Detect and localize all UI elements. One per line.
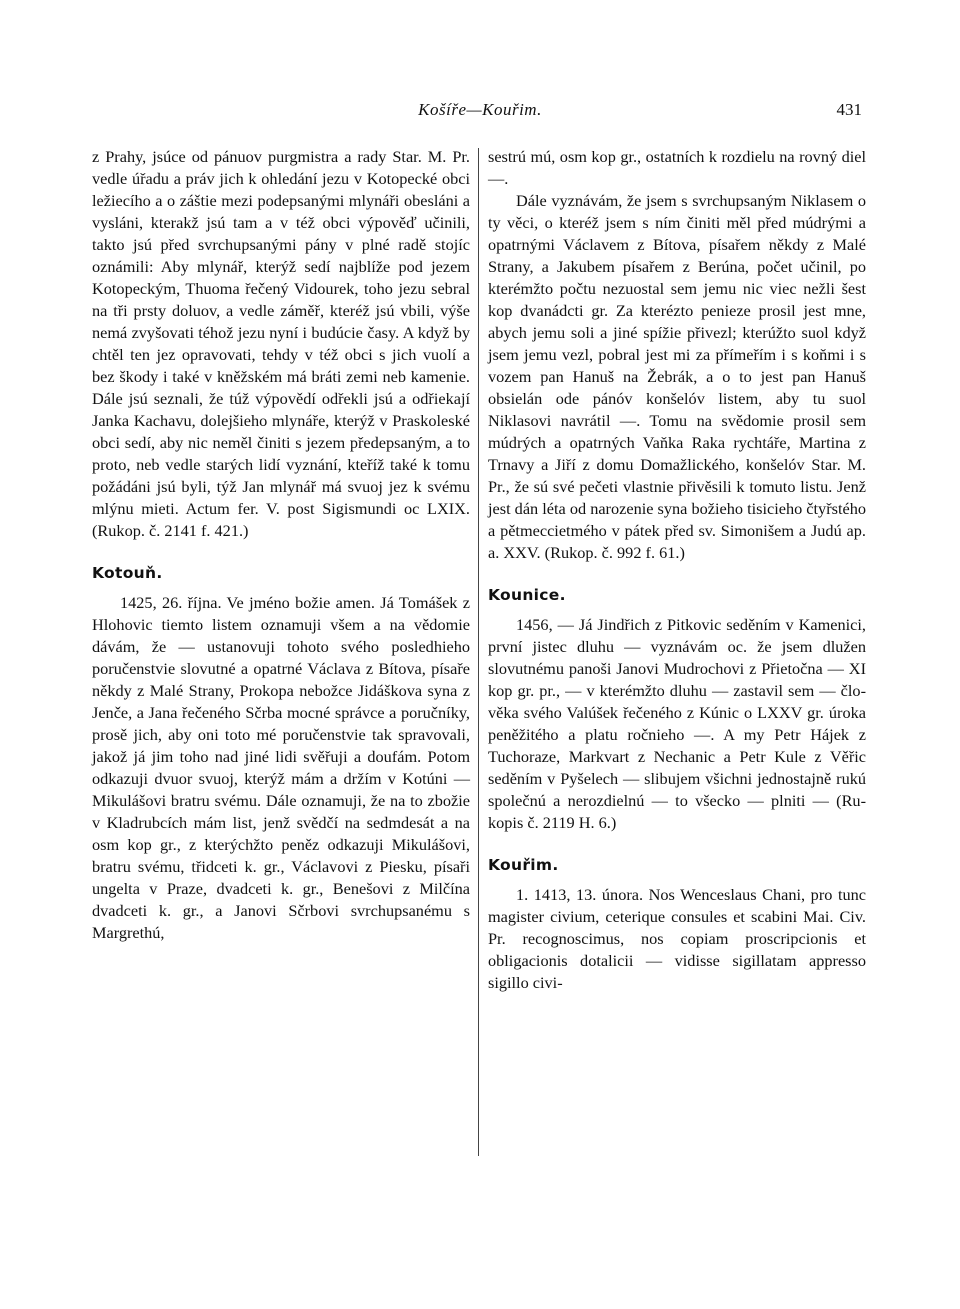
paragraph-kourim-1413: 1. 1413, 13. února. Nos Wenceslaus Chani, pro tunc magister civium, ceterique consules et scabini Mai. Civ. Pr. recognoscimus, nos copiam proscripcionis et obligacionis dotalicii — vidisse sigillatam appresso sigillo civi- [488,885,866,992]
page-number: 431 [836,100,862,119]
section-heading-kourim: Kouřim. [488,856,559,874]
paragraph-kotoun-1425: 1425, 26. října. Ve jméno božie amen. Já Tomášek z Hlohovic tiemto listem oznamuji všem a na vědomie dávám, že — ustanovuji tohoto svého posledhieho poručenstvie slovutné a opatrné Václava z Bítova, písaře někdy z Malé Strany, Prokopa nebožce Jidáškova syna z Jenče, a Jana řečeného Sčrba mocné správce a poručníky, prosě jich, aby oni toto mé poručenstvie tak spravovali, jakož já jim toho nad jiné lidi svěřuji a doufám. Potom odkazuji dvuor svuoj, kterýž mám a držím v Kotúni — Mikulášovi bratru svému. Dále oznamuji, že na to zbožie v Kladrubcích mám list, jenž svědčí na sedmdesát a na osm kop gr., z kterýchžto peněz odkazuji Mikulášovi, bratru svému, třidceti k. gr., Václavovi z Piesku, písaři ungelta v Praze, dvadceti k. gr., Benešovi z Milčína dvadceti k. gr., a Janovi Sčrbovi svrchupsanému s Margrethú, [92,593,470,942]
column-divider [478,148,479,1156]
paragraph-kounice-1456: 1456, — Já Jindřich z Pitkovic seděním v Kamenici, první jistec dluhu — vyznávám oc. že jsem dlužen slovutnému panoši Janovi Mudrochovi z Přietočna — XI kop gr. pr., — v kterémžto dluhu — zastavil sem — člověka svého Valúšek řečeného z Kúnic o LXXV gr. úroka peněžitého a platu ročnieho —. A my Petr Hájek z Tuchoraze, Markvart z Nechanic a Petr Kule z Věřic seděním v Pyšelech — slibujem všichni jednostajně rukú společnú a nerozdielnú — to všecko — plniti — (Rukopis č. 2119 H. 6.) [488,615,866,832]
running-head [92,100,868,128]
paragraph-sestru-continuation: sestrú mú, osm kop gr., ostatních k rozdielu na rovný diel —. [488,147,866,188]
section-heading-kotoun: Kotouň. [92,564,163,582]
running-title: Košíře—Kouřim. [418,100,542,119]
right-column [488,146,866,994]
paragraph-prahy-continuation: z Prahy, jsúce od pánuov purgmistra a rady Star. M. Pr. vedle úřadu a práv jich k ohledání jezu v Kotopecké obci ležiecího a o záštie mezi podepsanými mlynáři obesláni a vysláni, kterakž jsú tam a v též obci výpověď učinili, takto jsú před svrchupsanými pány v plné radě stojíc oznámili: Aby mlynář, kterýž sedí najblíže pod jezem Kotopeckým, Thuoma řečený Vidourek, toho jezu sebral na tři prsty doluov, a vedle záměř, kteréž jsú vbili, výše nemá zvyšovati téhož jezu nyní i budúcie časy. A když by chtěl ten jez opravovati, tehdy v též obci s jich vuolí a bez škody i také v kněžském má bráti zemi neb kamenie. Dále jsú seznali, že túž výpovědí odřekli jsú a odřiekají Janka Kachavu, dolejšieho mlynáře, kterýž v Praskoleské obci sedí, aby nic neměl činiti s jezem předepsaným, a to proto, neb vedle starých lidí vyznání, kteříž také k tomu požádáni jsú byli, týž Jan mlynář má svuoj jez k svému mlýnu mieti. Actum fer. V. post Sigismundi oc LXIX. (Rukop. č. 2141 f. 421.) [92,147,470,540]
paragraph-dale-vyznavam: Dále vyznávám, že jsem s svrchupsaným Niklasem o ty věci, o kteréž jsem s ním činiti měl před múdrými a opatrnými Václavem z Bítova, písařem někdy z Malé Strany, a Jakubem písařem z Berúna, počet učinil, po kterémžto počtu nezuostal sem jemu nic viec nežli šest kop dvanádcti gr. Za kterézto penieze prosil jest mne, abych jemu soli a jiné spížie přivezl; kterúžto suol když jsem jemu vezl, pobral jest mi za přímeřím i s koňmi i s vozem pan Hanuš na Žebrák, a o to jest pan Hanuš obsielán ode pánóv konšelóv listem, aby tu suol Niklasovi navrátil —. Tomu na svědomie prosil sem múdrých a opatrných Vaňka Raka rychtáře, Martina z Trnavy a Jiří z domu Domažlického, konšelóv Star. M. Pr., že sú své pečeti vlastnie přivěsili k tomuto listu. Jenž jest dán léta od narozenie syna božieho tisicieho čtyřstého a pětmeccietmého v pátek před sv. Simonišem a Judú ap. a. XXV. (Rukop. č. 992 f. 61.) [488,191,866,562]
left-column [92,146,470,944]
section-heading-kounice: Kounice. [488,586,566,604]
